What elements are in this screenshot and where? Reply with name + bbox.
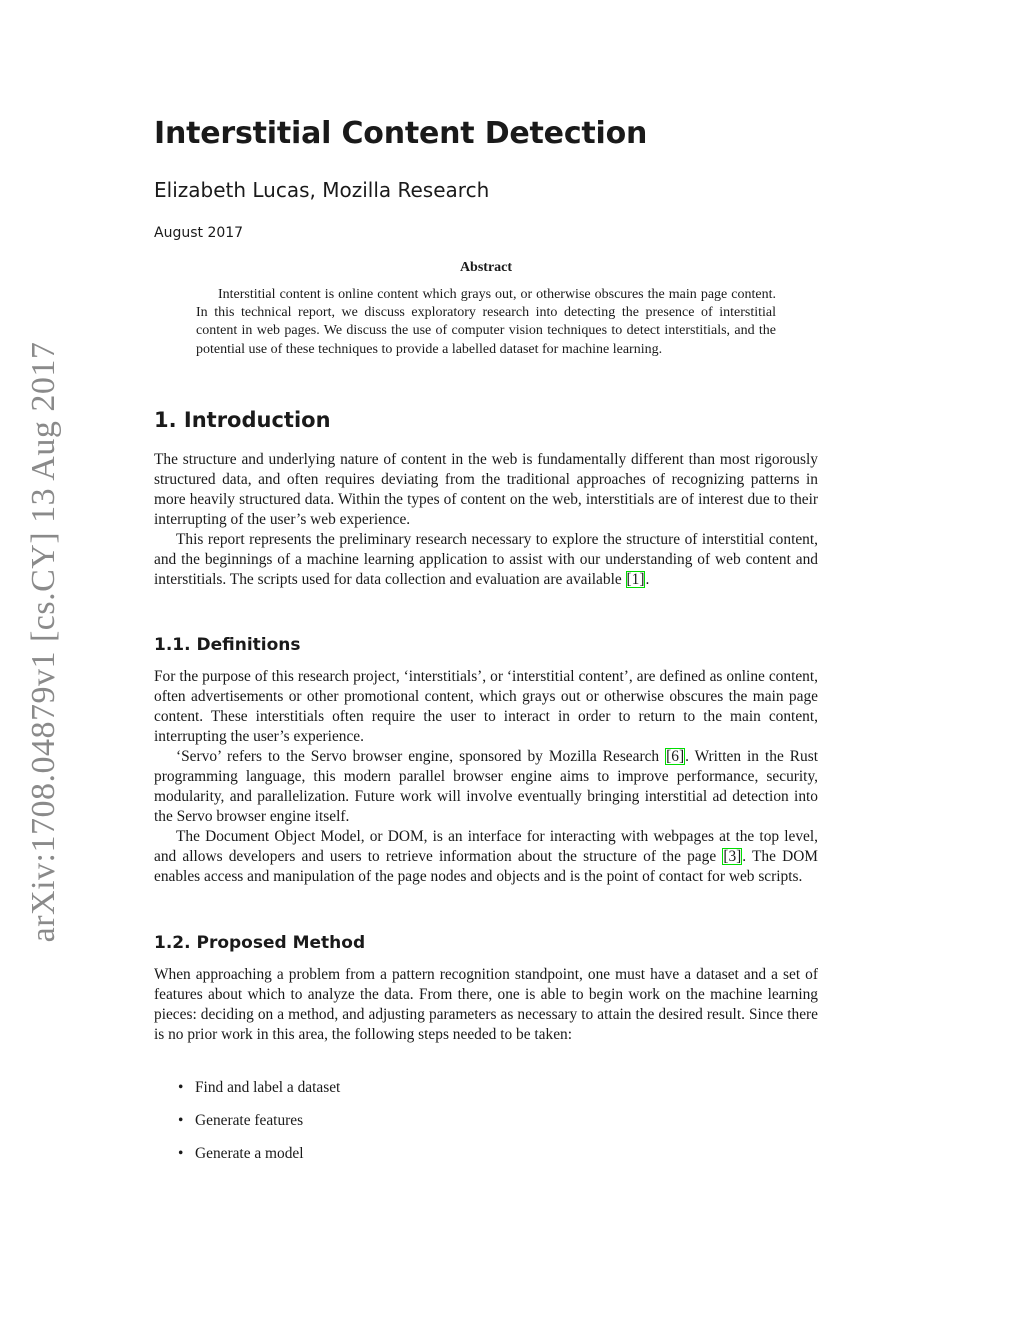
definitions-paragraph-2: ‘Servo’ refers to the Servo browser engine, sponsored by Mozilla Research [6]. Written in the Rust programming language, this modern parallel browser engine aims to improve performance, security, modularity, and parallelization. Future work will involve eventually bringing interstitial ad detection into the Servo browser engine itself. (154, 748, 818, 825)
definitions-body (154, 667, 818, 887)
proposed-method-body (154, 965, 818, 1045)
definitions-paragraph-3: The Document Object Model, or DOM, is an interface for interacting with webpages at the top level, and allows developers and users to retrieve information about the structure of the page [3]. The DOM enables access and manipulation of the page nodes and objects and is the point of contact for web scripts. (154, 828, 818, 885)
citation-link-3[interactable]: [3] (723, 848, 742, 865)
abstract-heading: Abstract (459, 260, 513, 275)
paper-date: August 2017 (154, 225, 244, 241)
section-introduction (154, 408, 818, 432)
definitions-paragraph-1: For the purpose of this research project, ‘interstitials’, or ‘interstitial content’, are defined as online content, often advertisements or other promotional content, which grays out or otherwise obscures the main page content. These interstitials often require the user to interact in order to return to the main content, interrupting the user’s experience. (154, 668, 818, 745)
paper-title: Interstitial Content Detection (154, 116, 648, 151)
section-definitions (154, 635, 818, 655)
introduction-paragraph-1: The structure and underlying nature of content in the web is fundamentally different than most rigorously structured data, and often requires deviating from the traditional approaches of recognizing patterns in more heavily structured data. Within the types of content on the web, interstitials are of interest due to their interrupting of the user’s web experience. (154, 451, 818, 528)
bullet-icon: • (178, 1079, 184, 1096)
list-item: • Generate features (178, 1112, 304, 1129)
paper-authors: Elizabeth Lucas, Mozilla Research (154, 178, 490, 202)
proposed-method-heading: 1.2. Proposed Method (154, 933, 366, 953)
list-item: • Find and label a dataset (178, 1079, 341, 1096)
steps-list (154, 1078, 818, 1177)
introduction-paragraph-2: This report represents the preliminary research necessary to explore the structure of interstitial content, and the beginnings of a machine learning application to assist with our understanding of web content and interstitials. The scripts used for data collection and evaluation are available [1]. (154, 531, 818, 588)
bullet-icon: • (178, 1145, 184, 1162)
proposed-method-steps (154, 1078, 818, 1177)
abstract-text: Interstitial content is online content which grays out, or otherwise obscures the main page content. In this technical report, we discuss exploratory research into detecting the presence of interstitial content in web pages. We discuss the use of computer vision techniques to detect interstitials, and the potential use of these techniques to provide a labelled dataset for machine learning. (196, 287, 776, 357)
proposed-method-paragraph-1: When approaching a problem from a pattern recognition standpoint, one must have a dataset and a set of features about which to analyze the data. From there, one is able to begin work on the machine learning pieces: deciding on a method, and adjusting parameters as necessary to attain the desired result. Since there is no prior work in this area, the following steps needed to be taken: (154, 966, 818, 1043)
definitions-heading: 1.1. Definitions (154, 635, 301, 655)
list-item: • Generate a model (178, 1145, 304, 1162)
bullet-icon: • (178, 1112, 184, 1129)
introduction-body (154, 450, 818, 590)
citation-link-1[interactable]: [1] (626, 571, 645, 588)
arxiv-identifier-stamp: arXiv:1708.04879v1 [cs.CY] 13 Aug 2017 (25, 341, 62, 943)
citation-link-6[interactable]: [6] (666, 748, 685, 765)
section-proposed-method (154, 933, 818, 953)
introduction-heading: 1. Introduction (154, 408, 331, 432)
